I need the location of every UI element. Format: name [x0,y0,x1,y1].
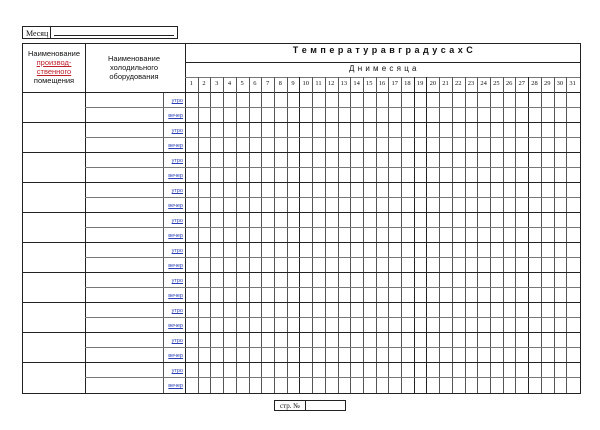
day-number: 1 [189,80,193,87]
period-label: вечер [168,173,183,179]
grid-vline [85,44,86,393]
room-header-line2: производ-ственного [36,58,72,76]
period-label: утро [171,278,183,284]
day-number: 28 [531,80,538,87]
table-title: Т е м п е р а т у р а в г р а д у с а х С [292,45,474,55]
month-field[interactable] [22,26,178,39]
period-label: утро [171,218,183,224]
period-label: утро [171,188,183,194]
day-number: 21 [442,80,449,87]
temperature-row[interactable] [185,92,579,107]
day-number: 14 [353,80,360,87]
temperature-row[interactable] [185,377,579,392]
period-label: вечер [168,293,183,299]
day-number: 6 [253,80,257,87]
day-number: 8 [278,80,282,87]
page-number-field[interactable] [274,400,346,411]
period-label: вечер [168,323,183,329]
period-label: вечер [168,143,183,149]
page-number-label: стр. № [275,401,306,410]
period-label: вечер [168,263,183,269]
temperature-row[interactable] [185,257,579,272]
temperature-row[interactable] [185,107,579,122]
period-label: утро [171,368,183,374]
period-label: вечер [168,353,183,359]
temperature-row[interactable] [185,347,579,362]
day-number: 18 [404,80,411,87]
temperature-row[interactable] [185,362,579,377]
day-number: 27 [518,80,526,87]
day-number: 2 [202,80,206,87]
temperature-log-grid [22,43,581,394]
day-number: 7 [265,80,270,87]
day-number: 31 [569,80,576,87]
day-number: 20 [429,80,437,87]
temperature-row[interactable] [185,182,579,197]
temperature-row[interactable] [185,242,579,257]
room-header-line3: помещения [33,76,75,85]
temperature-row[interactable] [185,212,579,227]
grid-hline [185,77,580,78]
temperature-row[interactable] [185,317,579,332]
room-header-line1: Наименование [28,49,80,58]
day-number: 4 [227,80,232,87]
period-label: вечер [168,203,183,209]
temperature-row[interactable] [185,302,579,317]
month-label: Месяц [23,27,51,38]
day-number: 10 [302,80,309,87]
day-number: 16 [378,80,386,87]
day-number: 24 [480,80,487,87]
room-column-header [23,49,85,85]
temperature-row[interactable] [185,227,579,242]
temperature-row[interactable] [185,287,579,302]
day-number: 22 [454,80,462,87]
temperature-row[interactable] [185,137,579,152]
period-label: вечер [168,233,183,239]
period-label: утро [171,98,183,104]
day-number: 12 [327,80,335,87]
temperature-row[interactable] [185,167,579,182]
day-number: 29 [543,80,551,87]
day-number: 26 [505,80,513,87]
temperature-row[interactable] [185,152,579,167]
days-subtitle: Д н и м е с я ц а [349,64,417,73]
temperature-row[interactable] [185,122,579,137]
day-number: 15 [366,80,373,87]
temperature-row[interactable] [185,197,579,212]
period-label: вечер [168,113,183,119]
day-number: 9 [291,80,295,87]
period-label: вечер [168,383,183,389]
day-number: 23 [467,80,475,87]
day-number: 17 [391,80,398,87]
temperature-row[interactable] [185,272,579,287]
day-number: 5 [240,80,244,87]
equipment-column-header: Наименование холодильного оборудования [108,54,160,81]
period-label: утро [171,308,183,314]
period-label: утро [171,338,183,344]
day-number: 30 [556,80,564,87]
month-value-line[interactable] [54,35,174,36]
period-label: утро [171,158,183,164]
day-number: 11 [315,80,322,87]
period-label: утро [171,248,183,254]
day-number: 13 [340,80,348,87]
day-number: 3 [215,80,219,87]
grid-hline [185,62,580,63]
period-label: утро [171,128,183,134]
day-number: 25 [493,80,500,87]
day-number: 19 [416,80,424,87]
temperature-row[interactable] [185,332,579,347]
